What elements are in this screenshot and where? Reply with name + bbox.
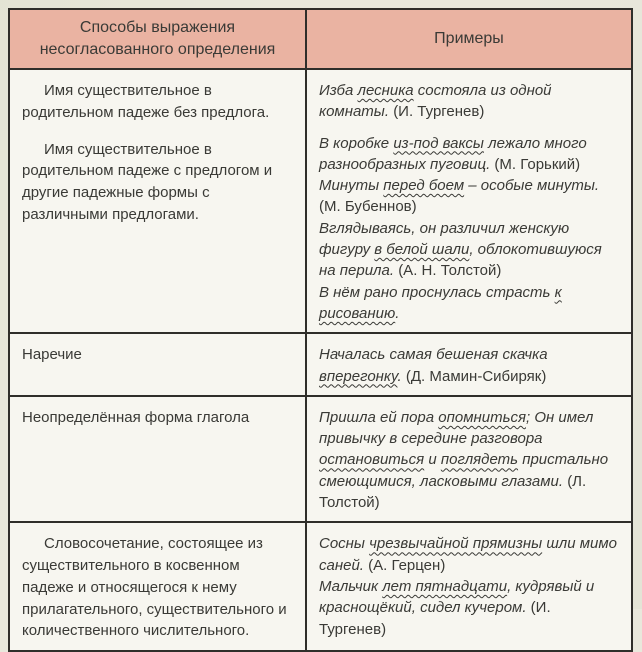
example-text: , кудрявый и краснощёкий, сидел кучером.	[319, 577, 595, 617]
method-paragraph: Словосочетание, состоящее из существительного в косвенном падеже и относящегося к нему прилагательного, существительного и количественного числительного.	[22, 535, 287, 640]
examples-cell	[306, 333, 632, 396]
example-paragraph	[319, 407, 621, 513]
example-text: пристально смеющимися, ласковыми глазами.	[319, 451, 609, 490]
example-paragraph	[319, 133, 621, 176]
example-group	[319, 407, 621, 513]
example-text: Началась самая бешеная скачка	[319, 346, 548, 364]
examples-cell	[306, 396, 632, 522]
method-cell	[9, 396, 306, 522]
wavy-definition: в белой шали	[374, 241, 470, 259]
author-attribution: (А. Н. Толстой)	[398, 262, 502, 280]
wavy-definition: лесника	[357, 82, 414, 99]
example-paragraph	[319, 218, 621, 282]
example-text: Сосны	[319, 535, 370, 553]
wavy-definition: из-под ваксы	[393, 134, 484, 152]
header-examples: Примеры	[306, 9, 632, 69]
example-text: – особые минуты.	[464, 177, 600, 195]
example-text: Изба	[319, 82, 358, 99]
example-paragraph	[319, 175, 621, 218]
wavy-definition: вперегонку	[319, 367, 398, 385]
example-paragraph	[319, 282, 621, 325]
example-text: .	[397, 367, 406, 385]
example-text: ; Он имел привычку в середине разговора	[319, 408, 594, 448]
wavy-definition: остановиться	[319, 451, 425, 469]
example-text: Минуты	[319, 177, 384, 195]
header-methods: Способы выражения несогласованного определения	[9, 9, 306, 69]
table-body	[9, 69, 632, 651]
example-text: состояла из одной комнаты.	[319, 82, 552, 121]
wavy-definition: опомниться	[438, 408, 526, 426]
example-text: .	[395, 304, 400, 322]
method-paragraph: Имя существительное в родительном падеже с предлогом и другие падежные формы с различными предлогами.	[22, 140, 273, 223]
wavy-definition: перед боем	[383, 177, 465, 195]
wavy-definition: чрезвычайной прямизны	[369, 535, 543, 553]
examples-cell	[306, 522, 632, 651]
example-text: Пришла ей пора	[319, 408, 439, 426]
method-paragraph: Наречие	[22, 346, 82, 364]
grammar-table	[8, 8, 633, 652]
example-paragraph	[319, 576, 621, 640]
author-attribution: (Л. Толстой)	[319, 472, 587, 512]
author-attribution: (И. Тургенев)	[393, 103, 485, 121]
example-paragraph	[319, 344, 621, 387]
table-row	[9, 522, 632, 651]
table-row	[9, 396, 632, 522]
author-attribution: (М. Горький)	[494, 155, 581, 173]
author-attribution: (И. Тургенев)	[319, 599, 551, 638]
author-attribution: (Д. Мамин-Сибиряк)	[405, 367, 547, 385]
example-text: Мальчик	[319, 577, 383, 595]
example-paragraph	[319, 533, 621, 576]
example-paragraph	[319, 80, 621, 123]
example-text: В коробке	[319, 134, 394, 152]
example-group	[319, 133, 621, 325]
example-text: и	[424, 451, 441, 469]
header-row	[9, 9, 632, 69]
example-text: шли мимо саней.	[319, 535, 617, 574]
example-group	[319, 533, 621, 639]
table-row	[9, 69, 632, 333]
examples-cell	[306, 69, 632, 333]
wavy-definition: к рисованию	[319, 283, 562, 322]
example-text: лежало много разнообразных пуговиц.	[319, 134, 587, 173]
method-cell	[9, 333, 306, 396]
example-text: , облокотившуюся на перила.	[319, 241, 602, 280]
method-paragraph: Неопределённая форма глагола	[22, 408, 250, 426]
method-cell	[9, 522, 306, 651]
example-text: Вглядываясь, он различил женскую фигуру	[319, 219, 570, 259]
author-attribution: (М. Бубеннов)	[319, 198, 417, 216]
table-row	[9, 333, 632, 396]
author-attribution: (А. Герцен)	[368, 556, 446, 574]
example-group	[319, 80, 621, 123]
wavy-definition: лет пятнадцати	[382, 577, 508, 595]
method-cell	[9, 69, 306, 333]
example-text: В нём рано проснулась страсть	[319, 283, 555, 301]
example-group	[319, 344, 621, 387]
wavy-definition: поглядеть	[440, 451, 519, 469]
method-paragraph: Имя существительное в родительном падеже без предлога.	[22, 82, 270, 121]
